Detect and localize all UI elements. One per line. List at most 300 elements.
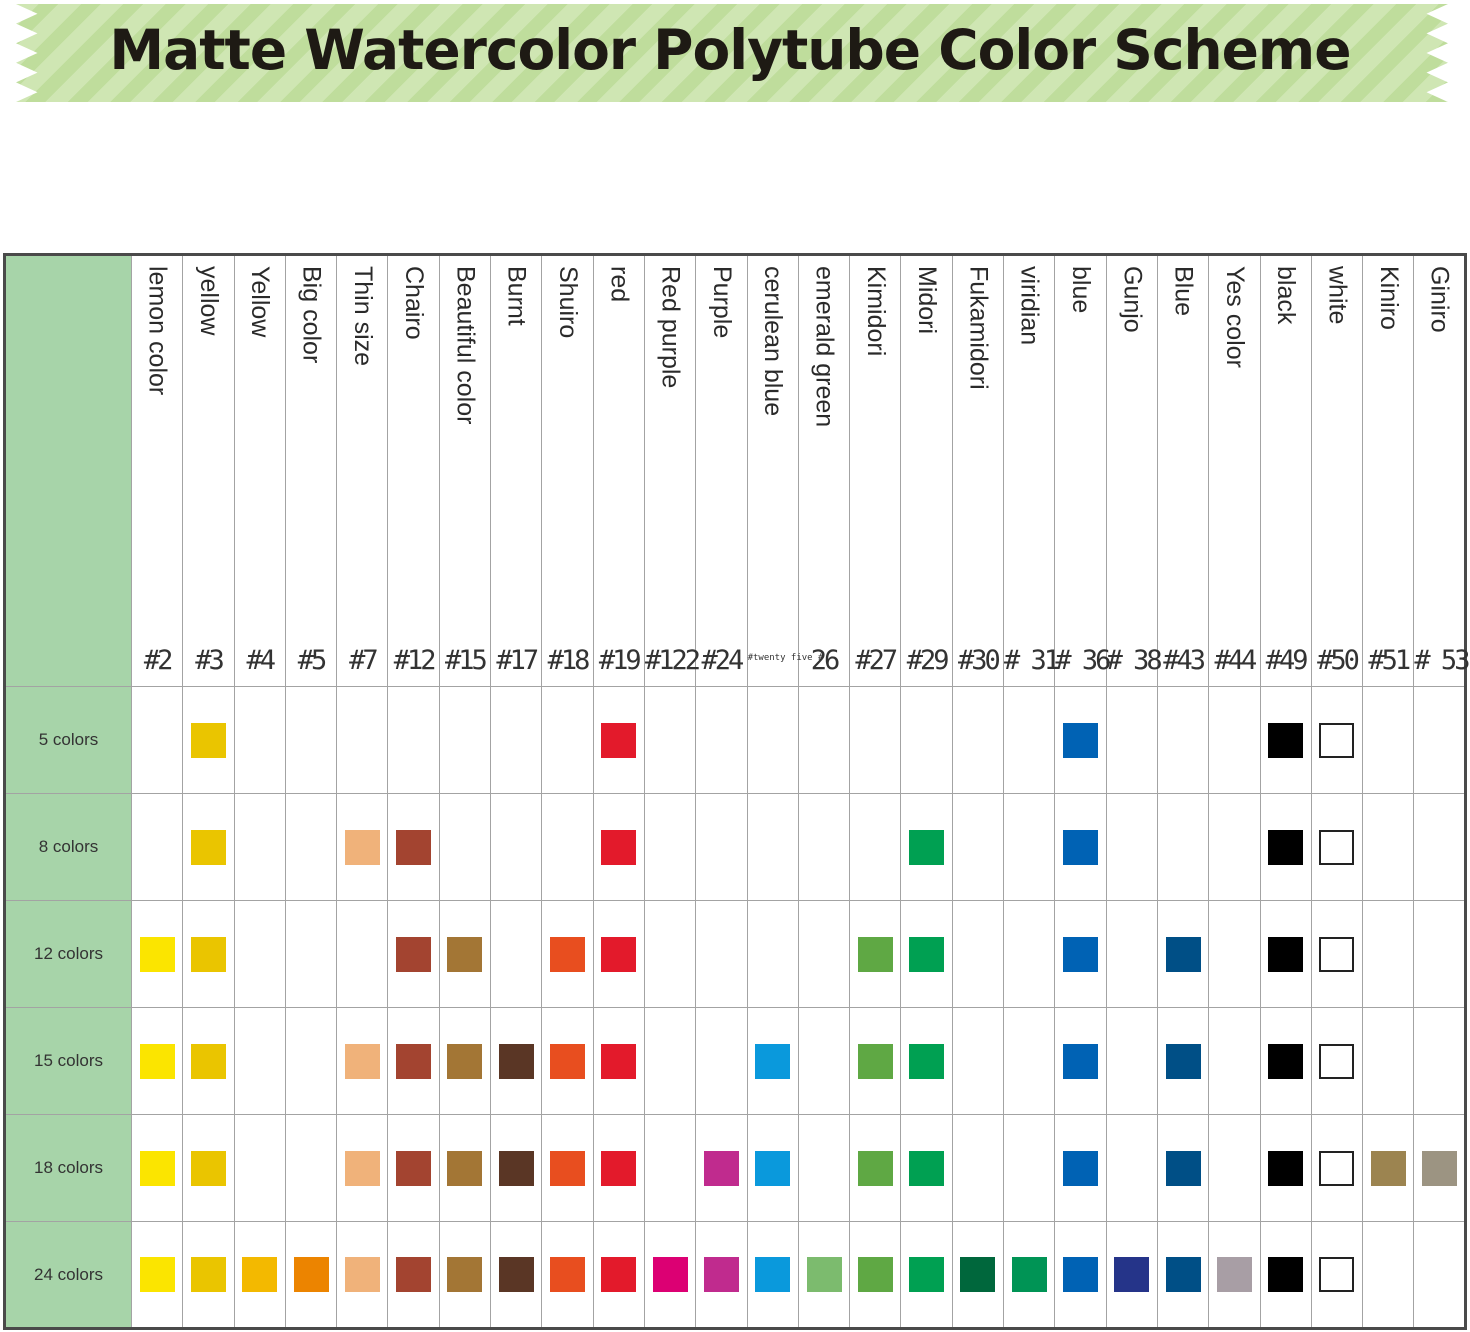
- color-name: Purple: [707, 266, 736, 339]
- table-cell: [183, 794, 234, 901]
- table-cell: [439, 1222, 490, 1329]
- color-column-header: [183, 255, 234, 687]
- color-name: Kimidori: [861, 266, 890, 357]
- table-cell: [1055, 1008, 1106, 1115]
- color-column-header: [1363, 255, 1414, 687]
- color-swatch: [140, 1257, 175, 1292]
- color-swatch: [858, 1044, 893, 1079]
- table-cell: [1311, 901, 1362, 1008]
- table-cell: [1209, 901, 1260, 1008]
- table-cell: [1004, 794, 1055, 901]
- color-swatch: [140, 1044, 175, 1079]
- color-swatch: [653, 1257, 688, 1292]
- color-number: # 36: [1055, 645, 1109, 676]
- color-swatch: [1166, 1044, 1201, 1079]
- color-column-header: [901, 255, 952, 687]
- table-cell: [644, 794, 695, 901]
- color-swatch: [704, 1151, 739, 1186]
- color-name: red: [605, 266, 634, 303]
- table-cell: [952, 1222, 1003, 1329]
- table-row: [5, 1115, 1466, 1222]
- table-cell: [696, 1222, 747, 1329]
- table-cell: [388, 1115, 439, 1222]
- color-column-header: [439, 255, 490, 687]
- table-cell: [234, 1115, 285, 1222]
- set-label: 5 colors: [5, 687, 132, 794]
- table-cell: [1157, 1222, 1208, 1329]
- color-swatch: [447, 1151, 482, 1186]
- table-cell: [542, 1222, 593, 1329]
- table-cell: [1363, 794, 1414, 901]
- color-name: Blue: [1169, 266, 1198, 317]
- color-swatch: [909, 1257, 944, 1292]
- table-cell: [439, 1115, 490, 1222]
- table-cell: [850, 687, 901, 794]
- table-cell: [1414, 1008, 1466, 1115]
- color-number: #7: [349, 645, 376, 676]
- table-cell: [644, 1222, 695, 1329]
- color-swatch: [909, 1151, 944, 1186]
- color-swatch: [1268, 1044, 1303, 1079]
- color-swatch: [755, 1151, 790, 1186]
- table-cell: [952, 1115, 1003, 1222]
- table-cell: [183, 1115, 234, 1222]
- color-name: emerald green: [810, 266, 839, 428]
- color-swatch: [550, 1151, 585, 1186]
- table-cell: [1260, 1115, 1311, 1222]
- table-cell: [1106, 1222, 1157, 1329]
- color-swatch: [345, 1257, 380, 1292]
- table-cell: [1209, 794, 1260, 901]
- color-swatch: [601, 1257, 636, 1292]
- color-swatch: [601, 1151, 636, 1186]
- header-row: [5, 255, 1466, 687]
- color-column-header: [132, 255, 183, 687]
- corner-cell: [5, 255, 132, 687]
- table-cell: [285, 687, 336, 794]
- table-cell: [593, 1115, 644, 1222]
- color-number: #17: [496, 645, 537, 676]
- table-cell: [1106, 1115, 1157, 1222]
- table-cell: [850, 1115, 901, 1222]
- table-cell: [491, 1008, 542, 1115]
- table-cell: [1209, 1222, 1260, 1329]
- page-title: Matte Watercolor Polytube Color Scheme: [109, 18, 1351, 82]
- color-number: #43: [1163, 645, 1203, 676]
- color-swatch: [1268, 1257, 1303, 1292]
- table-cell: [388, 794, 439, 901]
- color-swatch: [807, 1257, 842, 1292]
- table-cell: [1260, 687, 1311, 794]
- color-name: Shuiro: [554, 266, 583, 339]
- table-cell: [901, 1008, 952, 1115]
- table-cell: [337, 1008, 388, 1115]
- color-swatch: [1166, 1151, 1201, 1186]
- table-cell: [183, 1008, 234, 1115]
- color-swatch: [1166, 937, 1201, 972]
- table-cell: [696, 901, 747, 1008]
- table-cell: [1311, 1115, 1362, 1222]
- table-cell: [183, 687, 234, 794]
- color-swatch: [1063, 723, 1098, 758]
- color-swatch: [345, 1151, 380, 1186]
- color-number: #5: [297, 645, 325, 676]
- color-name: Big color: [297, 266, 326, 364]
- table-cell: [234, 901, 285, 1008]
- table-cell: [285, 901, 336, 1008]
- set-label: 18 colors: [5, 1115, 132, 1222]
- color-number: #15: [445, 645, 485, 676]
- table-cell: [952, 794, 1003, 901]
- color-column-header: [850, 255, 901, 687]
- color-swatch: [1063, 1257, 1098, 1292]
- table-cell: [798, 687, 849, 794]
- table-cell: [183, 1222, 234, 1329]
- color-swatch: [1217, 1257, 1252, 1292]
- table-cell: [593, 794, 644, 901]
- table-cell: [285, 1222, 336, 1329]
- table-cell: [337, 1222, 388, 1329]
- color-swatch: [447, 1257, 482, 1292]
- color-column-header: [798, 255, 849, 687]
- table-cell: [798, 1222, 849, 1329]
- color-name: Thin size: [348, 266, 377, 367]
- table-cell: [491, 1115, 542, 1222]
- table-cell: [1260, 794, 1311, 901]
- color-swatch: [1268, 723, 1303, 758]
- table-cell: [1106, 687, 1157, 794]
- table-cell: [1311, 687, 1362, 794]
- color-scheme-table: [3, 253, 1467, 1330]
- table-row: [5, 1008, 1466, 1115]
- color-number: #44: [1214, 645, 1255, 676]
- color-number: #24: [701, 645, 742, 676]
- table-cell: [439, 794, 490, 901]
- table-cell: [132, 687, 183, 794]
- table-cell: [1414, 687, 1466, 794]
- table-cell: [644, 687, 695, 794]
- table-cell: [183, 901, 234, 1008]
- color-name: white: [1323, 266, 1352, 325]
- table-cell: [1260, 1008, 1311, 1115]
- table-cell: [1260, 1222, 1311, 1329]
- color-swatch: [1371, 1151, 1406, 1186]
- table-cell: [747, 794, 798, 901]
- color-swatch: [1319, 1257, 1354, 1292]
- color-swatch: [1422, 1151, 1457, 1186]
- table-cell: [542, 687, 593, 794]
- color-column-header: [1260, 255, 1311, 687]
- color-number: #27: [855, 645, 896, 676]
- color-number: #122: [644, 645, 698, 676]
- color-swatch: [191, 830, 226, 865]
- color-swatch: [755, 1257, 790, 1292]
- table-cell: [850, 1008, 901, 1115]
- color-number: #18: [547, 645, 588, 676]
- color-name: viridian: [1015, 266, 1044, 346]
- table-cell: [1311, 794, 1362, 901]
- color-column-header: [285, 255, 336, 687]
- table-cell: [901, 794, 952, 901]
- color-swatch: [140, 1151, 175, 1186]
- table-body: [5, 687, 1466, 1329]
- table-cell: [901, 901, 952, 1008]
- color-name: Giniro: [1425, 266, 1454, 333]
- table-cell: [388, 1008, 439, 1115]
- color-number: 26: [810, 645, 838, 676]
- color-swatch: [191, 1044, 226, 1079]
- table-cell: [1363, 901, 1414, 1008]
- color-swatch: [140, 937, 175, 972]
- table-cell: [1311, 1008, 1362, 1115]
- table-cell: [132, 1115, 183, 1222]
- table-cell: [747, 1115, 798, 1222]
- table-cell: [1260, 901, 1311, 1008]
- color-name: Burnt: [502, 266, 531, 326]
- color-name: Kiniro: [1374, 266, 1403, 330]
- color-swatch: [396, 937, 431, 972]
- table-cell: [491, 1222, 542, 1329]
- table-cell: [1055, 1222, 1106, 1329]
- table-cell: [593, 901, 644, 1008]
- table-cell: [132, 794, 183, 901]
- table-cell: [850, 1222, 901, 1329]
- color-column-header: [644, 255, 698, 687]
- color-number: #49: [1265, 645, 1306, 676]
- color-column-header: [1004, 255, 1058, 687]
- color-name: Fukamidori: [964, 266, 993, 390]
- set-label: 24 colors: [5, 1222, 132, 1329]
- color-swatch: [345, 830, 380, 865]
- color-column-header: [1106, 255, 1160, 687]
- color-swatch: [704, 1257, 739, 1292]
- table-cell: [1106, 1008, 1157, 1115]
- color-swatch: [396, 830, 431, 865]
- table-cell: [593, 687, 644, 794]
- table-row: [5, 794, 1466, 901]
- table-cell: [439, 901, 490, 1008]
- table-cell: [747, 1008, 798, 1115]
- table-cell: [491, 687, 542, 794]
- table-cell: [952, 901, 1003, 1008]
- color-name: Yellow: [246, 266, 275, 338]
- table-cell: [234, 687, 285, 794]
- table-cell: [491, 901, 542, 1008]
- table-cell: [542, 1008, 593, 1115]
- color-swatch: [1012, 1257, 1047, 1292]
- table-cell: [1157, 901, 1208, 1008]
- table-cell: [593, 1008, 644, 1115]
- table-cell: [285, 1115, 336, 1222]
- color-number: #twenty five #: [747, 653, 824, 663]
- table-cell: [952, 687, 1003, 794]
- table-cell: [850, 901, 901, 1008]
- color-column-header: [234, 255, 285, 687]
- color-swatch: [550, 1257, 585, 1292]
- table-cell: [1004, 1008, 1055, 1115]
- color-swatch: [1063, 830, 1098, 865]
- color-swatch: [550, 1044, 585, 1079]
- table-cell: [388, 687, 439, 794]
- table-cell: [132, 1008, 183, 1115]
- color-name: lemon color: [143, 266, 172, 396]
- color-number: #50: [1317, 645, 1357, 676]
- table-cell: [388, 1222, 439, 1329]
- color-swatch: [396, 1257, 431, 1292]
- color-number: #4: [246, 645, 273, 676]
- color-swatch: [909, 1044, 944, 1079]
- table-cell: [1055, 1115, 1106, 1222]
- color-column-header: [696, 255, 747, 687]
- color-swatch: [1063, 937, 1098, 972]
- color-name: Yes color: [1220, 266, 1249, 368]
- table-cell: [1157, 794, 1208, 901]
- color-name: Chairo: [400, 266, 429, 340]
- table-cell: [1363, 1008, 1414, 1115]
- color-swatch: [909, 830, 944, 865]
- table-cell: [132, 1222, 183, 1329]
- table-cell: [901, 687, 952, 794]
- table-cell: [696, 1115, 747, 1222]
- table-cell: [1157, 1008, 1208, 1115]
- table-row: [5, 901, 1466, 1008]
- table-cell: [1209, 1008, 1260, 1115]
- color-swatch: [1268, 1151, 1303, 1186]
- table-cell: [337, 1115, 388, 1222]
- table-cell: [337, 901, 388, 1008]
- color-number: #29: [906, 645, 947, 676]
- table-cell: [798, 901, 849, 1008]
- table-cell: [1414, 901, 1466, 1008]
- color-column-header: [491, 255, 542, 687]
- table-cell: [337, 794, 388, 901]
- color-swatch: [1319, 1151, 1354, 1186]
- color-name: yellow: [194, 266, 223, 336]
- table-cell: [1055, 901, 1106, 1008]
- table-cell: [542, 1115, 593, 1222]
- table-cell: [747, 1222, 798, 1329]
- color-swatch: [1319, 830, 1354, 865]
- table-cell: [1004, 1115, 1055, 1222]
- table-cell: [132, 901, 183, 1008]
- color-column-header: [337, 255, 388, 687]
- color-swatch: [550, 937, 585, 972]
- color-swatch: [499, 1257, 534, 1292]
- color-number: #30: [958, 645, 998, 676]
- color-swatch: [1268, 937, 1303, 972]
- color-name: Midori: [913, 266, 942, 335]
- color-number: # 53: [1414, 645, 1468, 676]
- color-name: Gunjo: [1118, 266, 1147, 333]
- color-column-header: [952, 255, 1003, 687]
- color-swatch: [396, 1151, 431, 1186]
- table-cell: [285, 1008, 336, 1115]
- table-cell: [696, 1008, 747, 1115]
- color-swatch: [396, 1044, 431, 1079]
- table-cell: [1311, 1222, 1362, 1329]
- color-number: #12: [393, 645, 434, 676]
- table-cell: [491, 794, 542, 901]
- color-swatch: [447, 1044, 482, 1079]
- color-column-header: [1414, 255, 1466, 687]
- color-swatch: [499, 1044, 534, 1079]
- table-cell: [285, 794, 336, 901]
- table-cell: [1414, 794, 1466, 901]
- color-name: blue: [1066, 266, 1095, 314]
- table-cell: [388, 901, 439, 1008]
- table-cell: [901, 1222, 952, 1329]
- table-cell: [747, 687, 798, 794]
- table-row: [5, 1222, 1466, 1329]
- color-swatch: [1063, 1044, 1098, 1079]
- table-cell: [644, 901, 695, 1008]
- color-swatch: [858, 1151, 893, 1186]
- table-cell: [1106, 794, 1157, 901]
- table-cell: [593, 1222, 644, 1329]
- table-cell: [1363, 1222, 1414, 1329]
- table-cell: [798, 1115, 849, 1222]
- table-cell: [542, 794, 593, 901]
- color-number: #3: [195, 645, 222, 676]
- table-cell: [644, 1115, 695, 1222]
- color-number: #19: [598, 645, 639, 676]
- color-swatch: [601, 1044, 636, 1079]
- color-swatch: [1114, 1257, 1149, 1292]
- table-cell: [1157, 1115, 1208, 1222]
- color-column-header: [1055, 255, 1109, 687]
- table-row: [5, 687, 1466, 794]
- table-cell: [798, 1008, 849, 1115]
- color-swatch: [191, 1257, 226, 1292]
- color-column-header: [388, 255, 439, 687]
- table-cell: [1414, 1115, 1466, 1222]
- color-swatch: [345, 1044, 380, 1079]
- color-swatch: [1319, 723, 1354, 758]
- table-cell: [696, 794, 747, 901]
- color-swatch: [601, 830, 636, 865]
- table-cell: [850, 794, 901, 901]
- color-column-header: [1157, 255, 1208, 687]
- color-column-header: [1209, 255, 1260, 687]
- table-cell: [1209, 1115, 1260, 1222]
- table-cell: [439, 1008, 490, 1115]
- table-cell: [337, 687, 388, 794]
- table-cell: [798, 794, 849, 901]
- color-column-header: [593, 255, 644, 687]
- color-swatch: [601, 937, 636, 972]
- color-number: # 38: [1106, 645, 1160, 676]
- table-cell: [644, 1008, 695, 1115]
- table-cell: [542, 901, 593, 1008]
- color-swatch: [294, 1257, 329, 1292]
- color-name: cerulean blue: [759, 266, 788, 417]
- table-cell: [1414, 1222, 1466, 1329]
- color-swatch: [191, 1151, 226, 1186]
- table-cell: [901, 1115, 952, 1222]
- color-swatch: [242, 1257, 277, 1292]
- color-swatch: [447, 937, 482, 972]
- table-cell: [952, 1008, 1003, 1115]
- color-swatch: [191, 937, 226, 972]
- color-swatch: [960, 1257, 995, 1292]
- table-cell: [234, 794, 285, 901]
- table-cell: [1004, 901, 1055, 1008]
- table-cell: [1363, 1115, 1414, 1222]
- table-cell: [1209, 687, 1260, 794]
- table-cell: [439, 687, 490, 794]
- color-swatch: [1319, 937, 1354, 972]
- color-number: # 31: [1004, 645, 1058, 676]
